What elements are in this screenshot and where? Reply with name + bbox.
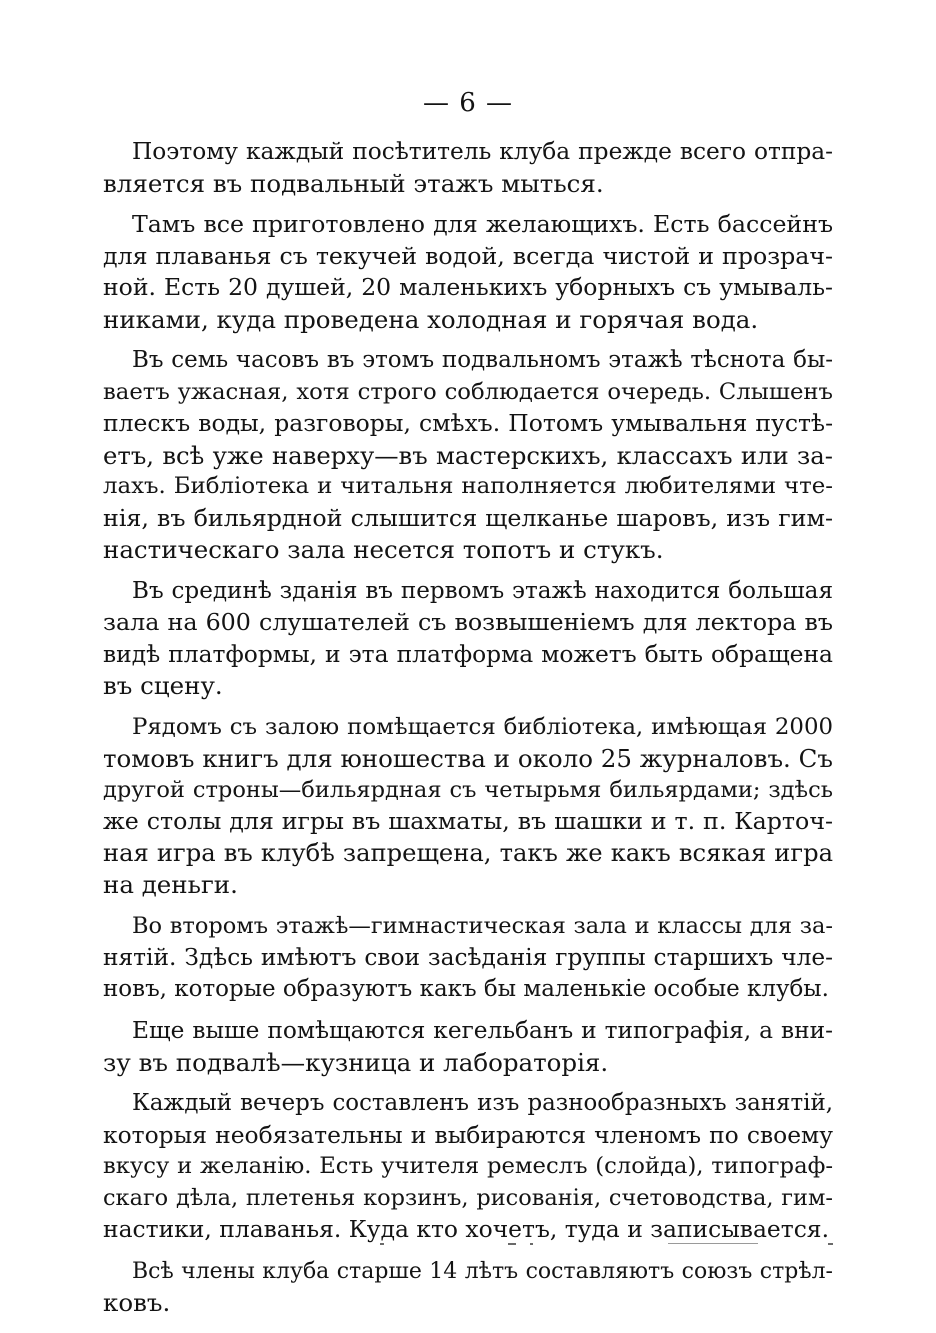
text-line: Во второмъ этажѣ—гимнастическая зала и классы для за- [132,912,833,939]
text-line: Всѣ члены клуба старше 14 лѣтъ составляютъ союзъ стрѣл- [132,1258,833,1284]
speck [380,1243,384,1245]
speck [508,1243,516,1245]
paragraph [103,712,833,901]
text-line: для плаванья съ текучей водой, всегда чистой и прозрач- [103,241,833,270]
text-line: другой строны—бильярдная съ четырьмя бильярдами; здѣсь [103,776,833,803]
text-line: ной. Есть 20 душей, 20 маленькихъ уборныхъ съ умываль- [103,273,833,301]
text-line: настическаго зала несется топотъ и стукъ. [103,535,664,564]
paragraph [103,345,833,566]
paragraph [103,1015,833,1078]
speck [668,1243,758,1244]
text-line: Въ семь часовъ въ этомъ подвальномъ этажѣ тѣснота бы- [132,347,833,373]
text-line: томовъ книгъ для юношества и около 25 журналовъ. Съ [103,744,833,773]
text-line: настики, плаванья. Куда кто хочетъ, туда и записывается. [103,1215,830,1243]
paragraph [103,576,833,702]
text-line: Рядомъ съ залою помѣщается библіотека, имѣющая 2000 [132,713,833,740]
text-line: Тамъ все приготовлено для желающихъ. Есть бассейнъ [132,210,833,238]
text-line: которыя необязательны и выбираются членомъ по своему [103,1120,833,1149]
text-line: ковъ. [103,1288,171,1317]
text-line: нія, въ бильярдной слышится щелканье шаровъ, изъ гим- [103,503,833,532]
text-line: Каждый вечеръ составленъ изъ разнообразныхъ занятій, [132,1090,833,1116]
text-line: Поэтому каждый посѣтитель клуба прежде всего отпра- [132,138,833,165]
text-line: зу въ подвалѣ—кузница и лабораторія. [103,1047,609,1077]
text-line: никами, куда проведена холодная и горячая вода. [103,304,759,334]
body-text [103,136,833,1329]
text-line: скаго дѣла, плетенья корзинъ, рисованія, счетоводства, гим- [103,1184,833,1211]
speck [828,1243,833,1245]
paragraph [103,1088,833,1246]
text-line: въ сцену. [103,671,223,700]
paragraph [103,1256,833,1319]
speck [530,1243,533,1245]
text-line: ваетъ ужасная, хотя строго соблюдается очередь. Слышенъ [103,378,833,405]
text-line: ная игра въ клубѣ запрещена, такъ же какъ всякая игра [103,838,833,867]
paragraph [103,911,833,1006]
page-number: — 6 — [422,88,514,118]
text-line: плескъ воды, разговоры, смѣхъ. Потомъ умывальня пустѣ- [103,409,833,437]
text-line: же столы для игры въ шахматы, въ шашки и т. п. Карточ- [103,807,833,835]
text-line: Еще выше помѣщаются кегельбанъ и типографія, а вни- [132,1017,833,1044]
text-line: лахъ. Библіотека и читальня наполняется любителями чте- [103,473,833,499]
text-line: на деньги. [103,870,238,899]
text-line: вкусу и желанію. Есть учителя ремеслъ (слойда), типограф- [103,1153,833,1179]
paragraph [103,209,833,335]
text-line: новъ, которые образуютъ какъ бы маленькіе особые клубы. [103,975,829,1002]
text-line: видѣ платформы, и эта платформа можетъ быть обращена [103,639,833,668]
paragraph [103,136,833,199]
text-line: нятій. Здѣсь имѣютъ свои засѣданія группы старшихъ чле- [103,944,833,971]
text-line: зала на 600 слушателей съ возвышеніемъ для лектора въ [103,608,833,636]
text-line: Въ срединѣ зданія въ первомъ этажѣ находится большая [132,577,833,604]
text-line: етъ, всѣ уже наверху—въ мастерскихъ, классахъ или за- [103,440,833,470]
print-specks [0,1243,936,1249]
text-line: вляется въ подвальный этажъ мыться. [103,168,604,198]
